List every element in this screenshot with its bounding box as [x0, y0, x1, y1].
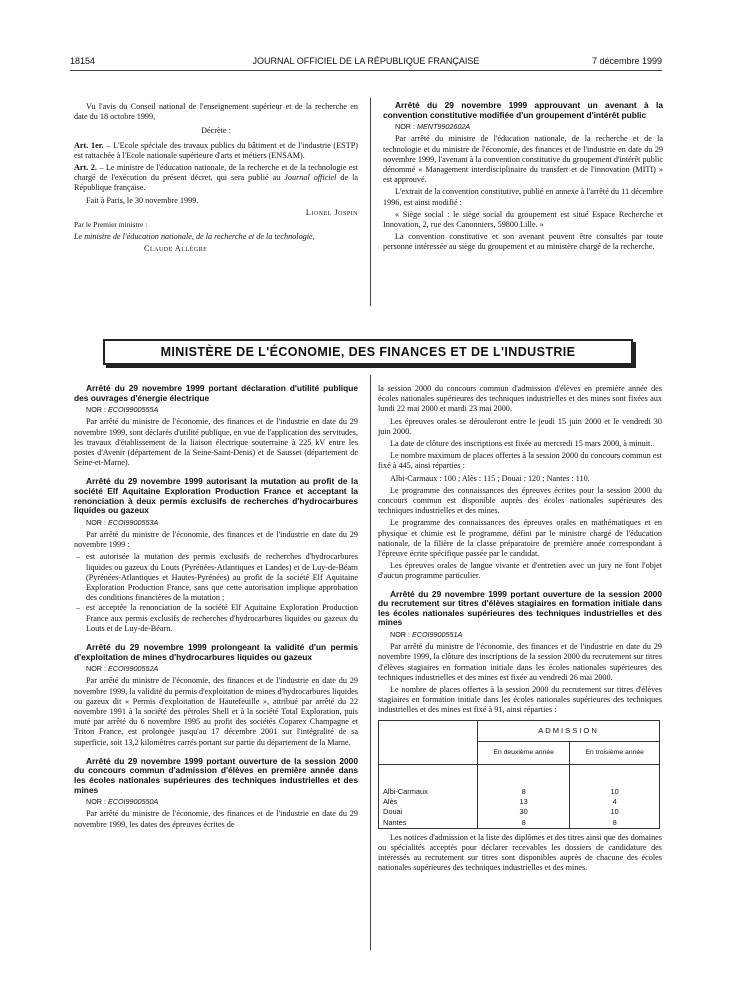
a3-nor	[74, 664, 358, 674]
article-1-label: Art. 1er.	[74, 140, 104, 150]
nor-code: ECOI9900553A	[107, 517, 159, 527]
list-item: – est acceptée la renonciation de la société Elf Aquitaine Exploration Production France aux permis exclusifs de recherches d'hydrocarbures liquides ou gazeux du Louts et de Luy-de-Béarn.	[74, 603, 358, 634]
miti-nor	[383, 122, 663, 132]
nor-code: ECOI9900551A	[411, 630, 463, 640]
admission-table	[378, 720, 660, 829]
miti-p1: Par arrêté du ministre de l'éducation nationale, de la recherche et de la technologie et du ministre de l'économie, des finances et de l'industrie en date du 29 novembre 1999, l'avenant à la convention constitutive du groupement d'intérêt public dénommé « Management interdisciplinaire du transfert et de l'innovation (MITI) » est approuvé.	[383, 134, 663, 185]
row-3rd: 4	[570, 797, 660, 807]
header-rule	[70, 70, 662, 71]
a5-title: Arrêté du 29 novembre 1999 portant ouverture de la session 2000 du recrutement sur titres d'élèves stagiaires en formation initiale dans les écoles nationales supérieures des techniques industrielles et des mines	[378, 588, 662, 628]
table-row	[379, 818, 660, 829]
row-2nd: 13	[478, 797, 570, 807]
nor-label: NOR :	[86, 797, 108, 807]
table-row	[379, 797, 660, 807]
nor-code: ECOI9900550A	[107, 797, 159, 807]
page-header	[70, 56, 662, 70]
miti-column	[383, 101, 663, 255]
ministry-banner: MINISTÈRE DE L'ÉCONOMIE, DES FINANCES ET DE L'INDUSTRIE	[103, 339, 633, 365]
miti-p2: L'extrait de la convention constitutive, publié en annexe à l'arrêté du 11 décembre 1996, est ainsi modifié :	[383, 187, 663, 207]
a5-p1: Par arrêté du ministre de l'économie, des finances et de l'industrie en date du 29 novembre 1999, la clôture des inscriptions de la session 2000 du recrutement sur titres d'élèves stagiaires en formation initiale dans les écoles nationales supérieures des techniques industrielles et des mines est fixée au vendredi 26 mai 2000.	[378, 642, 662, 682]
c7: Le programme des connaissances des épreuves orales en mathématiques et en physique et chimie est le programme, défini par le ministre chargé de l'éducation nationale, de la filière de la classe préparatoire de première année correspondant à l'épreuve écrite spécifique passée par le candidat.	[378, 518, 662, 559]
decree-fait: Fait à Paris, le 30 novembre 1999.	[86, 195, 199, 205]
article-1-text: – L'Ecole spéciale des travaux publics du bâtiment et de l'industrie (ESTP) est rattachée à l'Ecole nationale supérieure d'arts et métiers (ENSAM).	[74, 140, 358, 160]
nor-label: NOR :	[86, 664, 108, 674]
a3-p1: Par arrêté du ministre de l'économie, des finances et de l'industrie en date du 29 novembre 1999, la validité du permis d'exploitation de mines d'hydrocarbures liquides ou gazeux dit « Permis d'exploitation de Hautefeuille », attribué par arrêté du 22 novembre 1991 à la société des pétroles Shell et à la société Total Exploration, puis muté par arrêté du 6 novembre 1995 au profit des sociétés Coparex Champagne et Triton France, est prolongée jusqu'au 17 décembre 2001 sur l'intégralité de sa superficie, soit 13,2 kilomètres carrés portant sur partie du département de la Marne.	[74, 676, 358, 747]
a1-title: Arrêté du 29 novembre 1999 portant déclaration d'utilité publique des ouvrages d'énergie électrique	[74, 383, 358, 403]
row-3rd: 8	[570, 818, 660, 829]
article-2-end: de la République française.	[74, 173, 358, 193]
row-name: Alès	[379, 797, 478, 807]
decree-intro: Vu l'avis du Conseil national de l'enseignement supérieur et de la recherche en date du 18 octobre 1999,	[74, 102, 358, 122]
journal-officiel-ref: Journal officiel	[284, 173, 337, 183]
list-item: – est autorisée la mutation des permis exclusifs de recherches d'hydrocarbures liquides ou gazeux du Louts (Pyrénées-Atlantiques et Landes) et de Luy-de-Béarn (Pyrénées-Atlantiques et Hautes-Pyrénées) au profit de la société Elf Aquitaine Exploration Production France, sans que cette autorisation implique approbation des conditions financières de la mutation ;	[74, 552, 358, 603]
miti-p4: La convention constitutive et son avenant peuvent être consultés par toute personne intéressée au siège du groupement et au ministère chargé de la recherche.	[383, 232, 663, 252]
page-number: 18154	[70, 56, 96, 66]
nor-label: NOR :	[390, 630, 412, 640]
c3: La date de clôture des inscriptions est fixée au mercredi 15 mars 2000, à minuit.	[390, 439, 653, 449]
row-3rd: 10	[570, 807, 660, 817]
c1: la session 2000 du concours commun d'admission d'élèves en première année des écoles nationales supérieures des techniques industrielles et des mines sont fixées aux lundi 22 mai 2000 et mardi 23 mai 2000.	[378, 384, 662, 414]
a2-p1: Par arrêté du ministre de l'économie, des finances et de l'industrie en date du 29 novembre 1999 :	[74, 529, 358, 550]
a5-p2: Le nombre de places offertes à la session 2000 du recrutement sur titres d'élèves stagiaires en formation initiale dans les écoles nationales supérieures des techniques industrielles et des mines est fixé à 91, ainsi réparties :	[378, 685, 662, 715]
row-name: Nantes	[379, 818, 478, 829]
decree-column	[74, 102, 358, 257]
minister-title: Le ministre de l'éducation nationale, de la recherche et de la technologie,	[74, 232, 315, 242]
nor-label: NOR :	[395, 122, 417, 132]
table-col-2nd-year: En deuxième année	[478, 741, 570, 764]
row-2nd: 30	[478, 807, 570, 817]
c6: Le programme des connaissances des épreuves écrites pour la session 2000 du concours commun est disponible auprès des écoles nationales supérieures des techniques industrielles et des mines.	[378, 485, 662, 516]
decree-decrete: Décrète :	[201, 126, 231, 136]
nor-code: ECOI9900555A	[107, 405, 159, 415]
row-3rd: 10	[570, 787, 660, 797]
journal-title: JOURNAL OFFICIEL DE LA RÉPUBLIQUE FRANÇAISE	[252, 56, 480, 66]
decree-article-1	[74, 141, 358, 161]
row-2nd: 8	[478, 787, 570, 797]
column-divider-bottom	[370, 375, 371, 950]
article-2-label: Art. 2.	[74, 163, 97, 173]
c2: Les épreuves orales se dérouleront entre le jeudi 15 juin 2000 et le vendredi 30 juin 2000.	[378, 416, 662, 436]
a4-title: Arrêté du 29 novembre 1999 portant ouverture de la session 2000 du concours commun d'admission d'élèves en première année dans les écoles nationales supérieures des techniques industrielles et des mines	[74, 755, 358, 795]
nor-label: NOR :	[86, 517, 108, 527]
a1-p1: Par arrêté du ministre de l'économie, des finances et de l'industrie en date du 29 novembre 1999, sont déclarés d'utilité publique, en vue de l'application des servitudes, les travaux d'établissement de la liaison électrique souterraine à 225 kV entre les postes d'Avenir (département de la Seine-Saint-Denis) et de Sausset (département de Seine-et-Marne).	[74, 417, 358, 468]
nor-code: MENT9902602A	[416, 122, 471, 132]
a1-nor	[74, 405, 358, 415]
decree-par: Par le Premier ministre :	[74, 220, 148, 230]
row-name: Albi-Carmaux	[379, 787, 478, 797]
table-header-admission: ADMISSION	[478, 720, 660, 741]
issue-date: 7 décembre 1999	[591, 56, 662, 66]
article-2-text: – Le ministre de l'éducation nationale, de la recherche et de la technologie est chargé de l'exécution du présent décret, qui sera publié au	[74, 163, 358, 183]
table-col-3rd-year: En troisième année	[570, 741, 660, 764]
minister-name: Claude Allègre	[144, 244, 208, 254]
nor-label: NOR :	[86, 405, 108, 415]
a3-title: Arrêté du 29 novembre 1999 prolongeant la validité d'un permis d'exploitation de mines d'hydrocarbures liquides ou gazeux	[74, 642, 358, 662]
a4-p1: Par arrêté du ministre de l'économie, des finances et de l'industrie en date du 29 novembre 1999, les dates des épreuves écrites de	[74, 809, 358, 829]
decree-article-2	[74, 163, 358, 194]
c5: Albi-Carmaux : 100 ; Alès : 115 ; Douai : 120 ; Nantes : 110.	[390, 473, 590, 483]
c8: Les épreuves orales de langue vivante et d'entretien avec un jury ne font l'objet d'aucun programme particulier.	[378, 561, 662, 581]
a2-nor	[74, 518, 358, 528]
c4: Le nombre maximum de places offertes à la session 2000 du concours commun est fixé à 445, ainsi réparties :	[378, 451, 662, 471]
miti-title: Arrêté du 29 novembre 1999 approuvant un avenant à la convention constitutive modifiée d'un groupement d'intérêt public	[383, 100, 663, 120]
miti-p3: « Siège social : le siège social du groupement est situé Espace Recherche et Innovation, 2, rue des Canonniers, 59800 Lille. »	[383, 209, 663, 230]
decree-signer: Lionel Jospin	[305, 207, 358, 217]
column-divider-top	[370, 98, 371, 306]
right-column	[378, 384, 662, 876]
a2-list	[74, 552, 358, 634]
left-column	[74, 384, 358, 832]
nor-code: ECOI9900552A	[107, 664, 159, 674]
table-row	[379, 807, 660, 817]
a4-nor	[74, 797, 358, 807]
row-name: Douai	[379, 807, 478, 817]
table-row	[379, 787, 660, 797]
a5-p3: Les notices d'admission et la liste des diplômes et des titres ainsi que des domaines ou spécialités acceptés pour déclarer recevables les dossiers de candidature des intéressés au recrutement sur titres sont disponibles auprès de chacune des écoles nationales supérieures des techniques industrielles et des mines.	[378, 832, 662, 873]
row-2nd: 8	[478, 818, 570, 829]
a2-title: Arrêté du 29 novembre 1999 autorisant la mutation au profit de la société Elf Aquitaine Exploration Production France et acceptant la renonciation à deux permis exclusifs de recherches d'hydrocarbures liquides ou gazeux	[74, 476, 358, 516]
a5-nor	[378, 630, 662, 640]
